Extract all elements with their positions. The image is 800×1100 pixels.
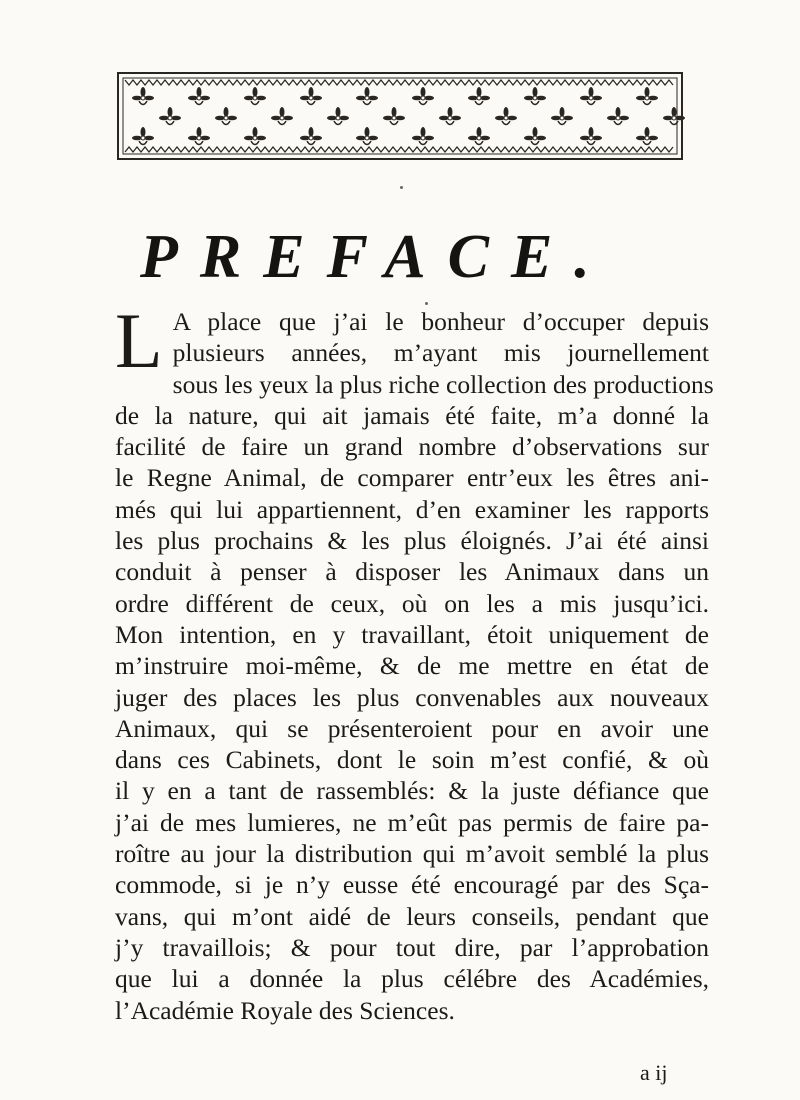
fleuron-ornament [300, 87, 322, 105]
fleuron-ornament [524, 127, 546, 145]
text-line: le Regne Animal, de comparer entr’eux les êtres ani- [115, 463, 709, 493]
fleuron-ornament [524, 87, 546, 105]
text-line: j’ai de mes lumieres, ne m’eût pas permis de faire pa- [115, 807, 709, 837]
text-line: que lui a donnée la plus célébre des Académies, [115, 964, 709, 994]
fleuron-ornament [327, 107, 349, 125]
fleuron-ornament [383, 107, 405, 125]
fleuron-ornament [468, 87, 490, 105]
drop-cap: L [115, 297, 163, 384]
fleuron-ornament [412, 87, 434, 105]
text-line: més qui lui appartiennent, d’en examiner les rapports [115, 494, 709, 524]
fleuron-ornament [495, 107, 517, 125]
text-line: dans ces Cabinets, dont le soin m’est confié, & où [115, 745, 709, 775]
text-line: j’y travaillois; & pour tout dire, par l’approbation [115, 932, 709, 962]
text-line: conduit à penser à disposer les Animaux dans un [115, 557, 709, 587]
ornamental-headpiece [115, 70, 685, 162]
fleuron-ornament [244, 127, 266, 145]
signature-mark: a ij [640, 1060, 668, 1085]
fleuron-ornament [244, 87, 266, 105]
text-line: l’Académie Royale des Sciences. [115, 995, 455, 1025]
fleuron-ornament [468, 127, 490, 145]
fleuron-ornament [412, 127, 434, 145]
fleuron-ornament [271, 107, 293, 125]
text-line: juger des places les plus convenables aux nouveaux [115, 682, 709, 712]
fleuron-ornament [188, 87, 210, 105]
text-line: il y en a tant de rassemblés: & la juste défiance que [115, 776, 709, 806]
fleuron-ornament [215, 107, 237, 125]
fleuron-ornament [132, 127, 154, 145]
preface-body [115, 297, 714, 1026]
fleuron-ornament [188, 127, 210, 145]
text-line: plusieurs années, m’ayant mis journellement [172, 338, 709, 368]
text-line: roître au jour la distribution qui m’avoit semblé la plus [115, 839, 709, 869]
text-line: commode, si je n’y eusse été encouragé par des Sça- [115, 870, 709, 900]
fleuron-ornament [636, 127, 658, 145]
fleuron-ornament [159, 107, 181, 125]
text-line: les plus prochains & les plus éloignés. J’ai été ainsi [115, 526, 709, 556]
text-line: m’instruire moi-même, & de me mettre en état de [115, 651, 709, 681]
text-line: ordre différent de ceux, où on les a mis jusqu’ici. [115, 588, 709, 618]
fleuron-ornament [439, 107, 461, 125]
text-line: vans, qui m’ont aidé de leurs conseils, pendant que [115, 901, 709, 931]
fleuron-ornament [356, 87, 378, 105]
text-line: sous les yeux la plus riche collection des productions [172, 369, 714, 399]
ink-speck [400, 186, 403, 189]
text-line: Mon intention, en y travaillant, étoit uniquement de [115, 619, 709, 649]
page-title: PREFACE. [140, 223, 612, 291]
text-line: Animaux, qui se présenteroient pour en avoir une [115, 713, 709, 743]
fleuron-ornament [636, 87, 658, 105]
text-line: facilité de faire un grand nombre d’observations sur [115, 432, 709, 462]
text-line: A place que j’ai le bonheur d’occuper depuis [172, 307, 709, 336]
fleuron-ornament [132, 87, 154, 105]
ink-speck [425, 302, 428, 305]
fleuron-ornament [300, 127, 322, 145]
fleuron-ornament [580, 87, 602, 105]
fleuron-ornament [580, 127, 602, 145]
fleuron-ornament [607, 107, 629, 125]
text-line: de la nature, qui ait jamais été faite, m’a donné la [115, 400, 709, 430]
fleuron-ornament [551, 107, 573, 125]
fleuron-ornament [356, 127, 378, 145]
